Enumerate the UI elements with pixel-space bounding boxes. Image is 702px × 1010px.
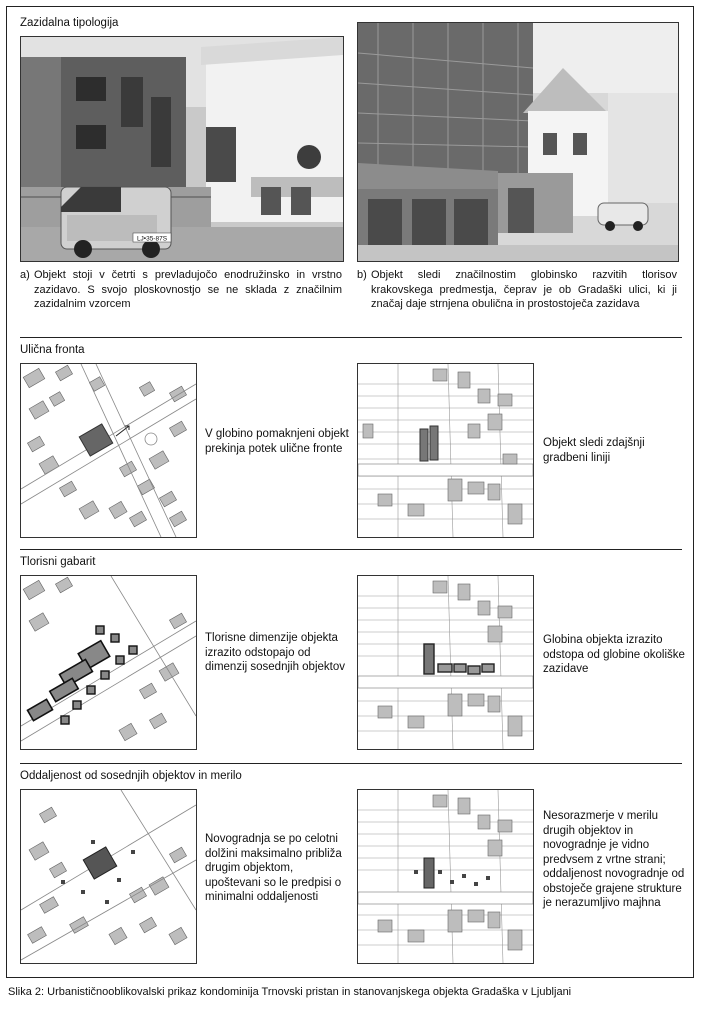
map-ulicna-fronta-a [20,363,197,538]
map-text-3: Tlorisne dimenzije objekta izrazito odstopajo od dimenzij sosednjih objektov [205,632,345,673]
photo-gradaska [357,22,679,262]
caption-a-tag: a) [20,269,30,281]
section-title-tlorisni-gabarit: Tlorisni gabarit [20,556,96,568]
map-text-2: Objekt sledi zdajšnji gradbeni liniji [543,437,645,464]
photo-trnovski-pristan [20,36,344,262]
section-title-zazidalna-tipologija: Zazidalna tipologija [20,17,119,29]
figure-caption [8,986,571,998]
map-oddaljenost-b [357,789,534,964]
figure-label: Slika 2: [8,986,45,998]
map-text-6: Nesorazmerje v merilu drugih objektov in novogradnje je vidno predvsem z vrtne strani; oddaljenost novogradnje od obstoječe grajene strukture je nerazumljivo majhna [543,810,685,909]
map-tlorisni-gabarit-a [20,575,197,750]
section-title-ulicna-fronta: Ulična fronta [20,344,85,356]
caption-b-tag: b) [357,269,367,281]
caption-b-text: Objekt sledi značilnostim globinsko razvitih tlorisov krakovskega predmestja, čeprav je ob Gradaški ulici, ki ji značaj daje strnjena obulična in prostostoječa zazidava [371,269,677,310]
section-divider [20,337,682,338]
caption-a [20,268,342,312]
figure-caption-text: Urbanističnooblikovalski prikaz kondominija Trnovski pristan in stanovanjskega objekta Gradaška v Ljubljani [47,986,572,998]
map-ulicna-fronta-b [357,363,534,538]
map-text-5: Novogradnja se po celotni dolžini maksimalno približa drugim objektom, upoštevani so le predpisi o minimalni oddaljenosti [205,833,342,903]
map-oddaljenost-a [20,789,197,964]
map-tlorisni-gabarit-b [357,575,534,750]
caption-a-text: Objekt stoji v četrti s prevladujočo enodružinsko in vrstno zazidavo. S svojo ploskovnostjo se ne sklada z značilnim zazidalnim vzorcem [34,269,342,310]
map-text-1: V globino pomaknjeni objekt prekinja potek ulične fronte [205,428,349,455]
map-text-4: Globina objekta izrazito odstopa od globine okoliške zazidave [543,634,685,675]
license-plate: LJ•35-87S [136,235,168,243]
section-title-oddaljenost: Oddaljenost od sosednjih objektov in merilo [20,770,242,782]
caption-b [357,268,677,312]
section-divider [20,549,682,550]
section-divider [20,763,682,764]
